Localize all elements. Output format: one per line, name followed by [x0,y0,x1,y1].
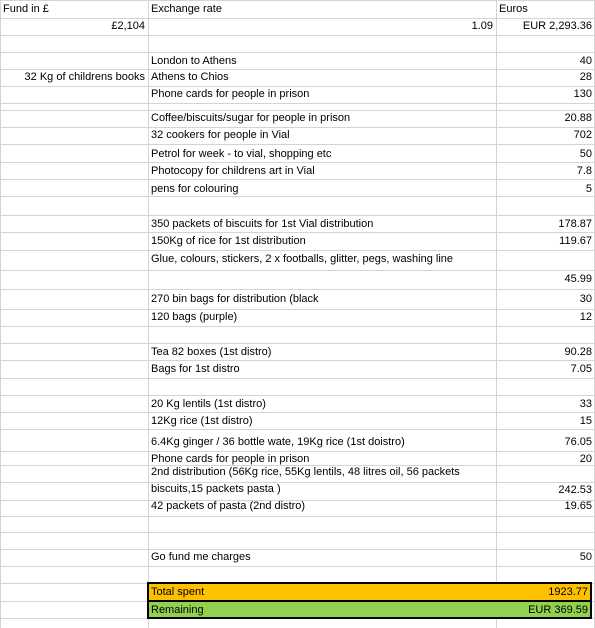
grid-row-line [0,0,595,1]
expense-description-cell[interactable]: Tea 82 boxes (1st distro) [151,346,272,358]
grid-row-line [0,179,595,180]
expense-description-cell[interactable]: Go fund me charges [151,551,251,563]
expense-description-cell[interactable]: 270 bin bags for distribution (black [151,293,319,305]
expense-description-cell[interactable]: Phone cards for people in prison [151,453,310,465]
expense-description-cell[interactable]: 150Kg of rice for 1st distribution [151,235,306,247]
grid-row-line [0,144,595,145]
grid-row-line [0,18,595,19]
expense-amount-cell[interactable]: 5 [585,183,592,195]
expense-description-cell[interactable]: Athens to Chios [151,71,229,83]
expense-amount-cell[interactable]: 119.67 [559,235,592,247]
expense-description-cell[interactable]: Glue, colours, stickers, 2 x footballs, glitter, pegs, washing line [151,253,454,265]
grid-row-line [0,35,595,36]
grid-row-line [0,69,595,70]
grid-col-line [0,0,1,628]
remaining-value[interactable]: EUR 369.59 [528,604,588,616]
grid-row-line [0,360,595,361]
expense-description-cell[interactable]: 42 packets of pasta (2nd distro) [151,500,306,512]
grid-row-line [0,103,595,104]
expense-description-cell[interactable]: 12Kg rice (1st distro) [151,415,253,427]
expense-amount-cell[interactable]: 30 [579,293,592,305]
expense-description-cell[interactable]: Coffee/biscuits/sugar for people in prison [151,112,351,124]
grid-row-line [0,196,595,197]
expense-description-cell[interactable]: 2nd distribution (56Kg rice, 55Kg lentils, 48 litres oil, 56 packets biscuits,15 packets pasta ) [151,466,460,495]
grid-row-line [0,326,595,327]
euros-value-cell[interactable]: EUR 2,293.36 [522,20,592,32]
grid-row-line [0,309,595,310]
expense-description-cell[interactable]: Bags for 1st distro [151,363,240,375]
rate-value-cell[interactable]: 1.09 [471,20,493,32]
expense-description-cell[interactable]: pens for colouring [151,183,239,195]
expense-amount-cell[interactable]: 12 [579,311,592,323]
grid-row-line [0,86,595,87]
expense-amount-cell[interactable]: 130 [573,88,592,100]
grid-row-line [0,343,595,344]
expense-amount-cell[interactable]: 33 [579,398,592,410]
grid-row-line [0,395,595,396]
expense-amount-cell[interactable]: 702 [573,129,592,141]
header-euros-cell[interactable]: Euros [499,3,528,15]
expense-amount-cell[interactable]: 45.99 [564,273,592,285]
expense-description-cell[interactable]: London to Athens [151,55,237,67]
expense-amount-cell[interactable]: 28 [579,71,592,83]
expense-amount-cell[interactable]: 40 [579,55,592,67]
grid-col-line [496,0,497,628]
grid-row-line [0,52,595,53]
expense-amount-cell[interactable]: 15 [579,415,592,427]
expense-amount-cell[interactable]: 76.05 [564,436,592,448]
grid-row-line [0,532,595,533]
header-fund-cell[interactable]: Fund in £ [3,3,49,15]
grid-row-line [0,232,595,233]
expense-amount-cell[interactable]: 19.65 [564,500,592,512]
grid-row-line [0,516,595,517]
expense-description-cell[interactable]: Petrol for week - to vial, shopping etc [151,148,332,160]
grid-row-line [0,412,595,413]
grid-row-line [0,110,595,111]
expense-amount-cell[interactable]: 178.87 [558,218,592,230]
expense-description-cell[interactable]: 120 bags (purple) [151,311,238,323]
expense-amount-cell[interactable]: 242.53 [558,484,592,496]
expense-amount-cell[interactable]: 20.88 [564,112,592,124]
expense-category-cell[interactable]: 32 Kg of childrens books [24,71,145,83]
expense-amount-cell[interactable]: 7.8 [576,165,592,177]
total-spent-value[interactable]: 1923.77 [548,586,588,598]
expense-description-cell[interactable]: 32 cookers for people in Vial [151,129,290,141]
grid-row-line [0,162,595,163]
grid-row-line [0,429,595,430]
expense-description-cell[interactable]: 20 Kg lentils (1st distro) [151,398,266,410]
expense-description-cell[interactable]: 6.4Kg ginger / 36 bottle wate, 19Kg rice (1st doistro) [151,436,405,448]
grid-row-line [0,127,595,128]
expense-amount-cell[interactable]: 50 [579,551,592,563]
grid-row-line [0,215,595,216]
remaining-label[interactable]: Remaining [151,604,204,616]
expense-description-cell[interactable]: 350 packets of biscuits for 1st Vial distribution [151,218,374,230]
expense-description-cell[interactable]: Phone cards for people in prison [151,88,310,100]
expense-amount-cell[interactable]: 90.28 [564,346,592,358]
grid-row-line [0,566,595,567]
grid-row-line [0,270,595,271]
expense-amount-cell[interactable]: 7.05 [570,363,592,375]
grid-row-line [0,378,595,379]
grid-col-line [148,0,149,628]
grid-row-line [0,289,595,290]
fund-value-cell[interactable]: £2,104 [111,20,145,32]
grid-row-line [0,549,595,550]
expense-amount-cell[interactable]: 20 [579,453,592,465]
summary-divider [147,600,592,602]
total-spent-label[interactable]: Total spent [151,586,205,598]
grid-row-line [0,451,595,452]
expense-description-cell[interactable]: Photocopy for childrens art in Vial [151,165,315,177]
expense-amount-cell[interactable]: 50 [579,148,592,160]
header-exchange-cell[interactable]: Exchange rate [151,3,222,15]
